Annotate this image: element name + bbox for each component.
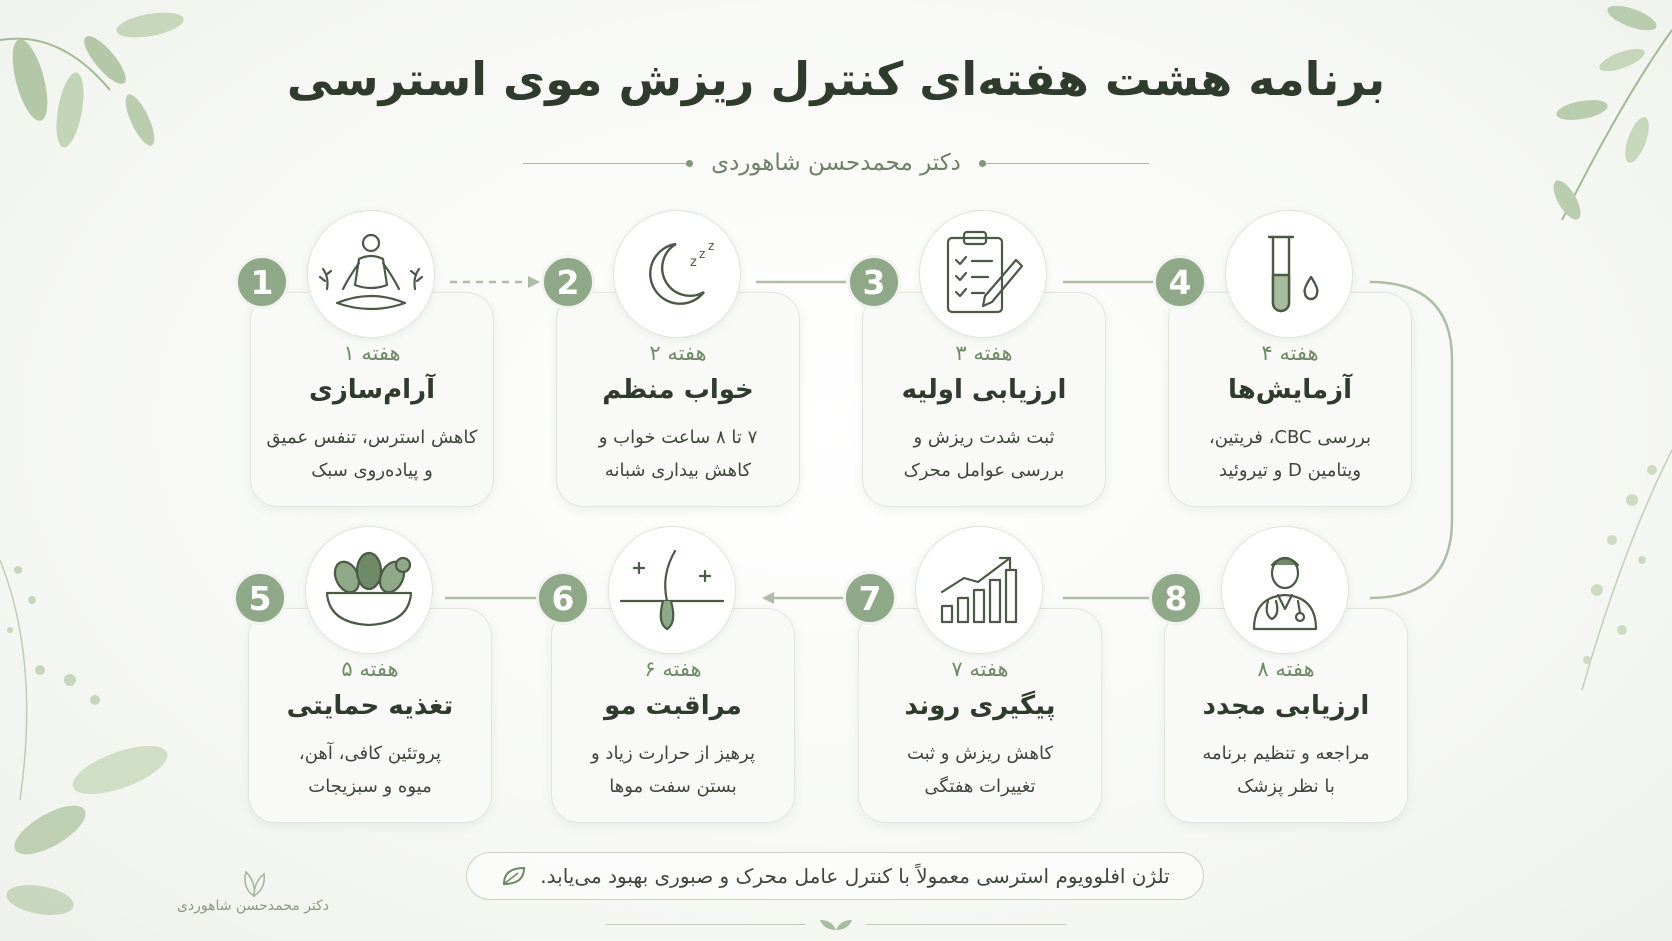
step-title: ارزیابی اولیه <box>901 375 1067 405</box>
week-label: هفته ۵ <box>341 657 399 681</box>
author-name: دکتر محمدحسن شاهوردی <box>711 150 961 176</box>
step-icon-circle-4 <box>1225 210 1353 338</box>
footer-text: تلژن افلوویوم استرسی معمولاً با کنترل عامل محرک و صبوری بهبود می‌یابد. <box>540 864 1170 888</box>
svg-text:z: z <box>690 255 697 270</box>
doctor-icon <box>1240 545 1330 635</box>
hair-follicle-icon <box>617 545 727 635</box>
test-tube-icon <box>1249 229 1329 319</box>
step-title: تغذیه حمایتی <box>286 691 454 721</box>
step-title: خواب منظم <box>602 375 754 405</box>
step-icon-circle-1 <box>307 210 435 338</box>
step-description: پرهیز از حرارت زیاد و بستن سفت موها <box>591 743 755 797</box>
step-icon-circle-7 <box>915 526 1043 654</box>
week-label: هفته ۶ <box>644 657 702 681</box>
moon-sleep-icon <box>632 234 722 314</box>
step-icon-circle-2 <box>613 210 741 338</box>
step-description: کاهش استرس، تنفس عمیق و پیاده‌روی سبک <box>266 427 478 481</box>
footer-note <box>466 852 1204 900</box>
step-number-badge-3: 3 <box>847 255 901 309</box>
growth-chart-icon <box>934 550 1024 630</box>
svg-text:z: z <box>699 247 706 261</box>
meditation-icon <box>315 229 427 319</box>
step-number-badge-7: 7 <box>843 571 897 625</box>
step-icon-circle-6 <box>608 526 736 654</box>
step-number-badge-5: 5 <box>233 571 287 625</box>
salad-bowl-icon <box>319 547 419 633</box>
step-title: مراقبت مو <box>604 691 742 721</box>
clipboard-checklist-icon <box>938 226 1028 322</box>
step-number-badge-8: 8 <box>1149 571 1203 625</box>
step-title: آرام‌سازی <box>309 375 435 405</box>
step-title: آزمایش‌ها <box>1227 375 1353 405</box>
step-number-badge-4: 4 <box>1153 255 1207 309</box>
week-label: هفته ۸ <box>1257 657 1315 681</box>
page-title: برنامه هشت هفته‌ای کنترل ریزش موی استرسی <box>286 52 1386 106</box>
step-icon-circle-3 <box>919 210 1047 338</box>
step-description: کاهش ریزش و ثبت تغییرات هفتگی <box>906 743 1054 797</box>
step-number-badge-1: 1 <box>235 255 289 309</box>
week-label: هفته ۲ <box>649 341 707 365</box>
step-description: بررسی CBC، فریتین، ویتامین D و تیروئید <box>1208 427 1372 481</box>
week-label: هفته ۳ <box>955 341 1013 365</box>
signature-text: دکتر محمدحسن شاهوردی <box>176 898 330 914</box>
step-description: پروتئین کافی، آهن، میوه و سبزیجات <box>298 743 442 797</box>
step-description: ۷ تا ۸ ساعت خواب و کاهش بیداری شبانه <box>598 427 758 481</box>
leaf-ornament-icon <box>816 914 856 934</box>
step-icon-circle-5 <box>305 526 433 654</box>
step-description: مراجعه و تنظیم برنامه با نظر پزشک <box>1202 743 1370 797</box>
step-description: ثبت شدت ریزش و بررسی عوامل محرک <box>903 427 1065 481</box>
step-title: پیگیری روند <box>904 691 1056 721</box>
step-title: ارزیابی مجدد <box>1202 691 1370 721</box>
week-label: هفته ۷ <box>951 657 1009 681</box>
leaf-icon <box>500 864 528 888</box>
step-number-badge-6: 6 <box>536 571 590 625</box>
week-label: هفته ۴ <box>1261 341 1319 365</box>
step-number-badge-2: 2 <box>541 255 595 309</box>
svg-text:z: z <box>708 239 715 253</box>
week-label: هفته ۱ <box>343 341 401 365</box>
step-icon-circle-8 <box>1221 526 1349 654</box>
bottom-divider <box>0 912 1672 936</box>
